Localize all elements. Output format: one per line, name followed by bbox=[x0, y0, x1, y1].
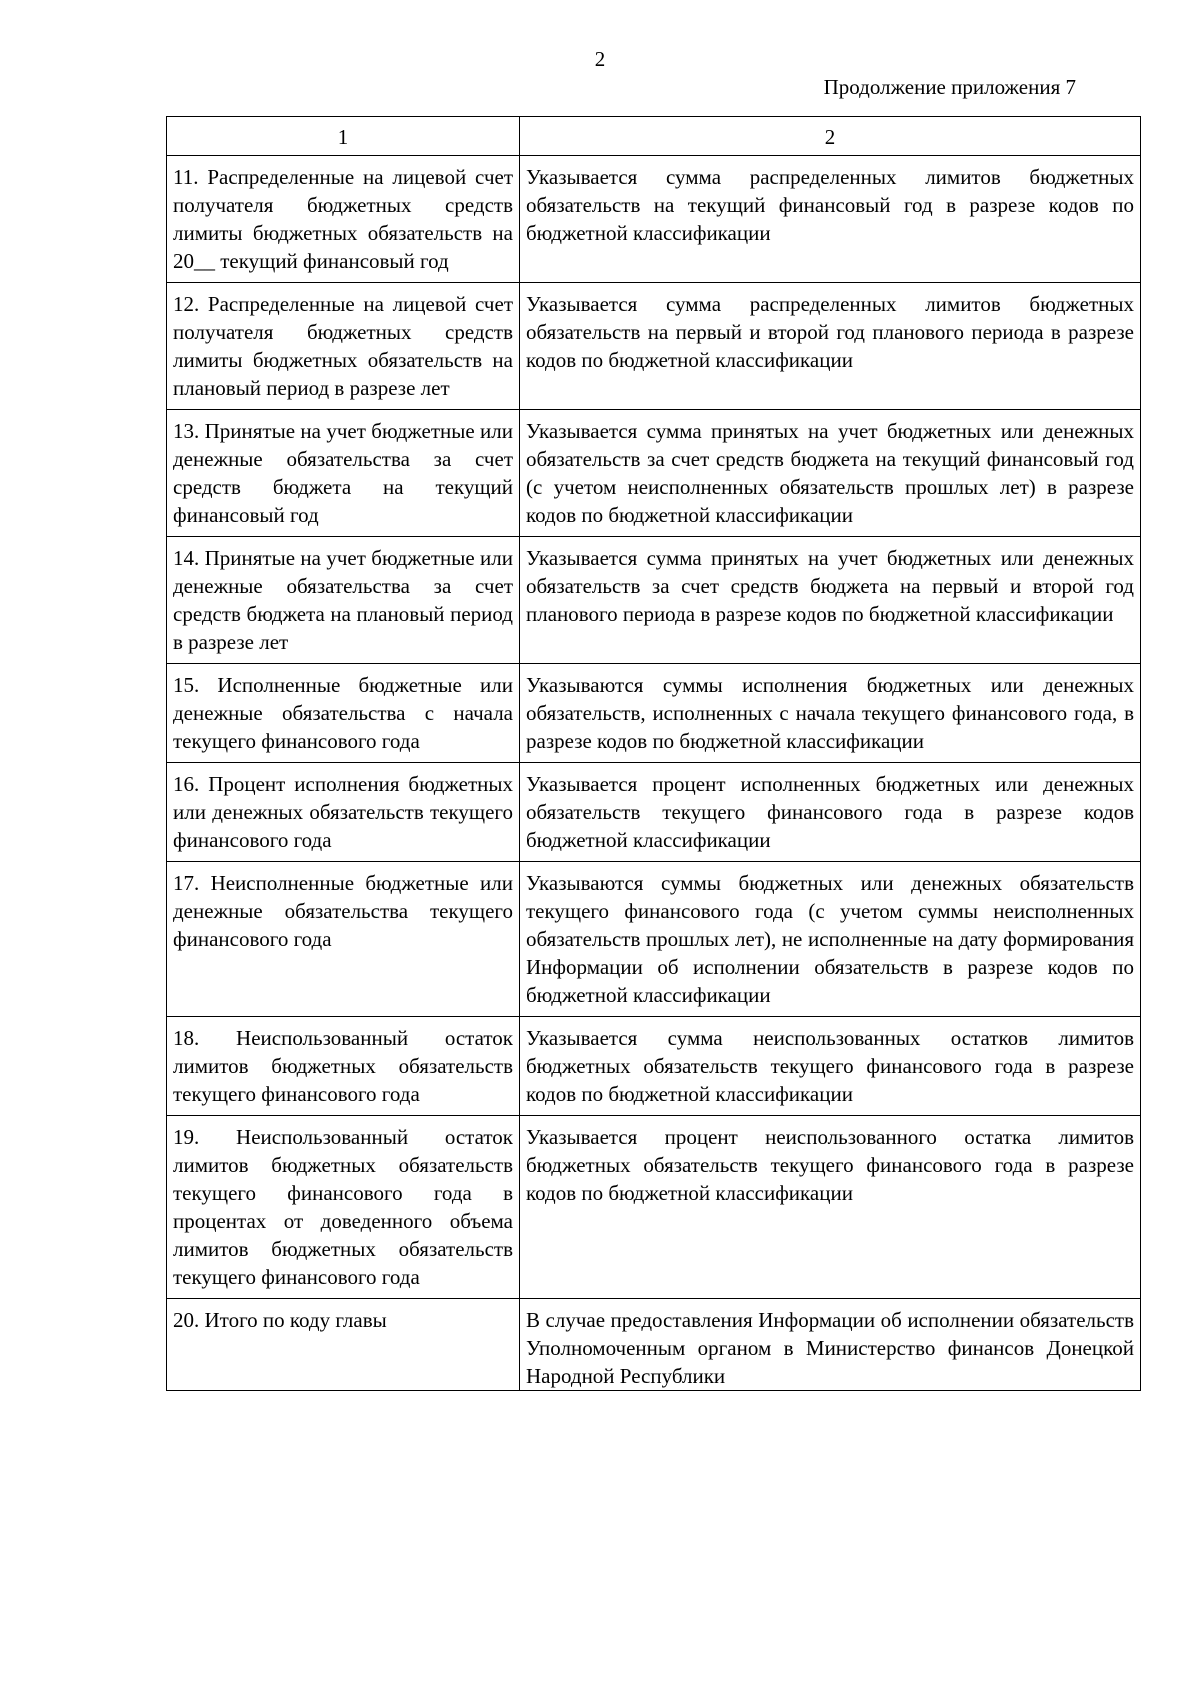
indicator-text: 20. Итого по коду главы bbox=[173, 1308, 387, 1332]
indicator-text: 15. Исполненные бюджетные или денежные обязательства с начала текущего финансового года bbox=[173, 673, 513, 753]
description-text: Указываются суммы бюджетных или денежных обязательств текущего финансового года (с учетом суммы неисполненных обязательств прошлых лет), не исполненные на дату формирования Информации об исполнении обязательств в разрезе кодов по бюджетной классификации bbox=[526, 871, 1134, 1007]
row-description-cell bbox=[520, 537, 1141, 664]
description-text: Указывается сумма принятых на учет бюджетных или денежных обязательств за счет средств бюджета на текущий финансовый год (с учетом неисполненных обязательств прошлых лет) в разрезе кодов по бюджетной классификации bbox=[526, 419, 1134, 527]
indicator-text: 11. Распределенные на лицевой счет получателя бюджетных средств лимиты бюджетных обязательств на 20__ текущий финансовый год bbox=[173, 165, 513, 273]
column-header-2: 2 bbox=[520, 117, 1141, 156]
row-description-cell bbox=[520, 283, 1141, 410]
table-row bbox=[167, 283, 1141, 410]
row-description-cell bbox=[520, 1116, 1141, 1299]
row-indicator-cell bbox=[167, 410, 520, 537]
indicator-text: 17. Неисполненные бюджетные или денежные обязательства текущего финансового года bbox=[173, 871, 513, 951]
row-indicator-cell bbox=[167, 664, 520, 763]
indicator-text: 14. Принятые на учет бюджетные или денежные обязательства за счет средств бюджета на плановый период в разрезе лет bbox=[173, 546, 513, 654]
row-indicator-cell bbox=[167, 1116, 520, 1299]
table-row bbox=[167, 1299, 1141, 1391]
table-row bbox=[167, 537, 1141, 664]
table-row bbox=[167, 1116, 1141, 1299]
table-row bbox=[167, 763, 1141, 862]
row-description-cell bbox=[520, 410, 1141, 537]
description-text: Указывается процент неиспользованного остатка лимитов бюджетных обязательств текущего финансового года в разрезе кодов по бюджетной классификации bbox=[526, 1125, 1134, 1205]
table-row bbox=[167, 410, 1141, 537]
row-indicator-cell bbox=[167, 156, 520, 283]
table-row bbox=[167, 156, 1141, 283]
table-row bbox=[167, 862, 1141, 1017]
continuation-caption: Продолжение приложения 7 bbox=[823, 75, 1076, 99]
row-description-cell bbox=[520, 1299, 1141, 1391]
description-text: Указываются суммы исполнения бюджетных или денежных обязательств, исполненных с начала текущего финансового года, в разрезе кодов по бюджетной классификации bbox=[526, 673, 1134, 753]
row-description-cell bbox=[520, 763, 1141, 862]
row-indicator-cell bbox=[167, 1017, 520, 1116]
table-row bbox=[167, 1017, 1141, 1116]
indicator-text: 16. Процент исполнения бюджетных или денежных обязательств текущего финансового года bbox=[173, 772, 513, 852]
indicator-text: 13. Принятые на учет бюджетные или денежные обязательства за счет средств бюджета на текущий финансовый год bbox=[173, 419, 513, 527]
row-description-cell bbox=[520, 862, 1141, 1017]
row-description-cell bbox=[520, 1017, 1141, 1116]
description-text: В случае предоставления Информации об исполнении обязательств Уполномоченным органом в Министерство финансов Донецкой Народной Республики bbox=[526, 1308, 1134, 1388]
description-text: Указывается сумма принятых на учет бюджетных или денежных обязательств за счет средств бюджета на первый и второй год планового периода в разрезе кодов по бюджетной классификации bbox=[526, 546, 1134, 626]
description-text: Указывается сумма распределенных лимитов бюджетных обязательств на текущий финансовый год в разрезе кодов по бюджетной классификации bbox=[526, 165, 1134, 245]
row-indicator-cell bbox=[167, 763, 520, 862]
row-indicator-cell bbox=[167, 862, 520, 1017]
indicator-text: 19. Неиспользованный остаток лимитов бюджетных обязательств текущего финансового года в процентах от доведенного объема лимитов бюджетных обязательств текущего финансового года bbox=[173, 1125, 513, 1289]
table-row bbox=[167, 664, 1141, 763]
page-number: 2 bbox=[594, 47, 606, 71]
row-description-cell bbox=[520, 156, 1141, 283]
table-header-row bbox=[167, 117, 1141, 156]
description-text: Указывается сумма неиспользованных остатков лимитов бюджетных обязательств текущего финансового года в разрезе кодов по бюджетной классификации bbox=[526, 1026, 1134, 1106]
indicator-text: 18. Неиспользованный остаток лимитов бюджетных обязательств текущего финансового года bbox=[173, 1026, 513, 1106]
description-text: Указывается сумма распределенных лимитов бюджетных обязательств на первый и второй год планового периода в разрезе кодов по бюджетной классификации bbox=[526, 292, 1134, 372]
row-description-cell bbox=[520, 664, 1141, 763]
row-indicator-cell bbox=[167, 1299, 520, 1391]
description-text: Указывается процент исполненных бюджетных или денежных обязательств текущего финансового года в разрезе кодов бюджетной классификации bbox=[526, 772, 1134, 852]
column-header-1: 1 bbox=[167, 117, 520, 156]
indicator-text: 12. Распределенные на лицевой счет получателя бюджетных средств лимиты бюджетных обязательств на плановый период в разрезе лет bbox=[173, 292, 513, 400]
row-indicator-cell bbox=[167, 283, 520, 410]
row-indicator-cell bbox=[167, 537, 520, 664]
description-table bbox=[166, 116, 1141, 1391]
